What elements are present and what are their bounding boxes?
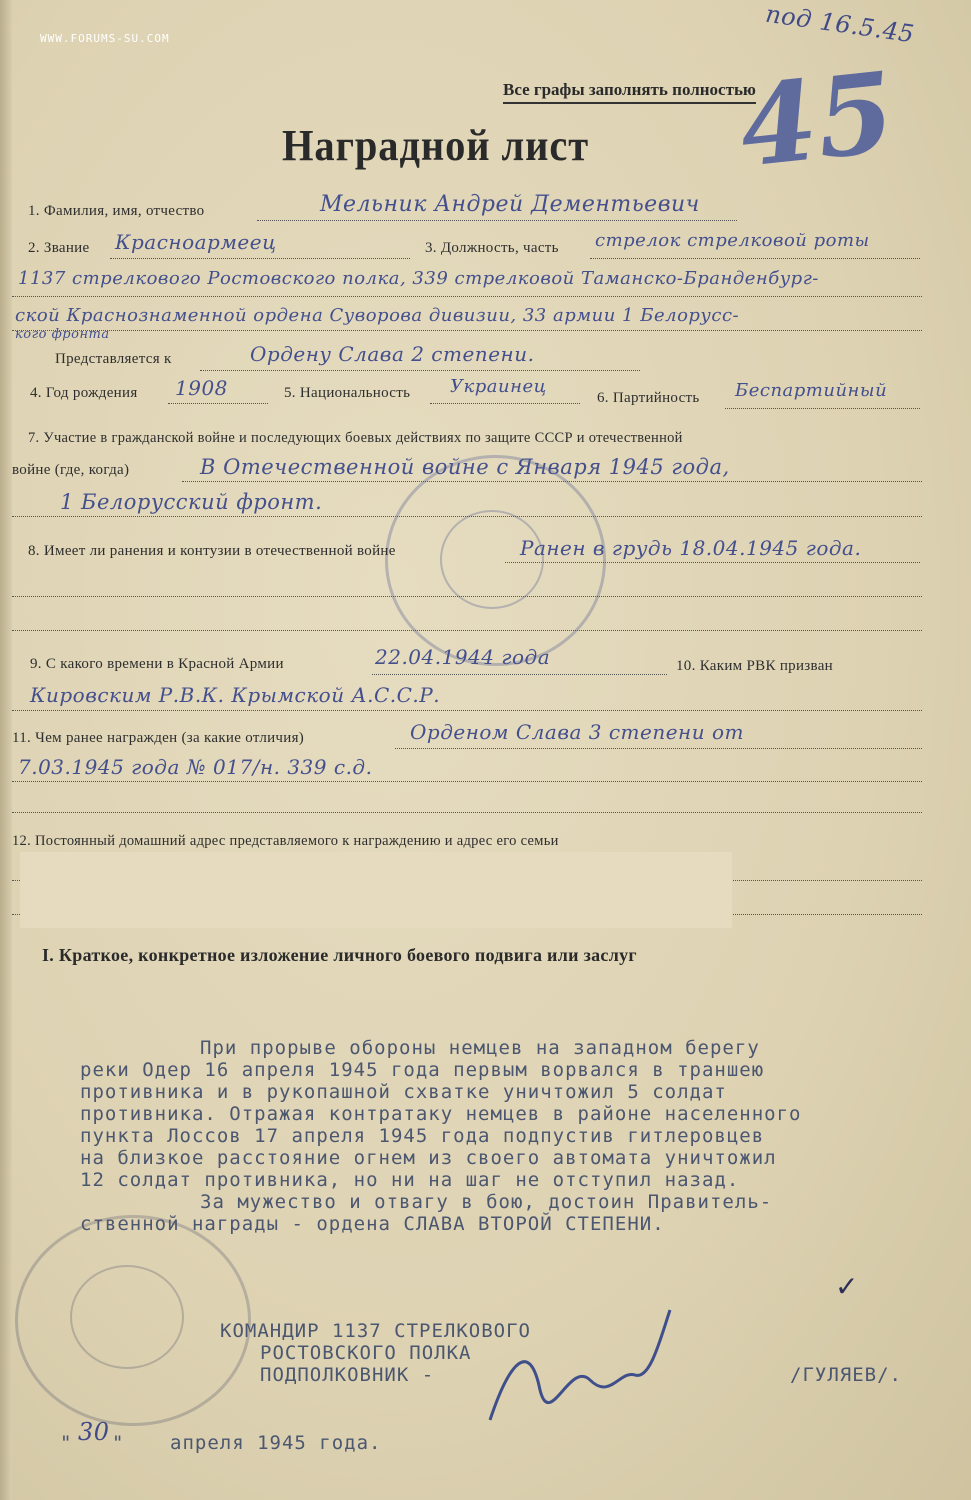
- field-8-label: 8. Имеет ли ранения и контузии в отечественной войне: [28, 543, 396, 559]
- field-9-line: [372, 674, 667, 675]
- date-day: 30: [78, 1418, 110, 1446]
- field-6-line: [725, 408, 920, 409]
- presented-value: Ордену Слава 2 степени.: [250, 342, 535, 366]
- field-6-label: 6. Партийность: [597, 390, 700, 406]
- commander-line-3: ПОДПОЛКОВНИК -: [260, 1364, 435, 1386]
- field-3-value-4: кого фронта: [15, 327, 110, 342]
- field-12-label: 12. Постоянный домашний адрес представляемого к награждению и адрес его семьи: [12, 833, 559, 849]
- field-3-line-3: [12, 330, 922, 331]
- narrative-line-9: ственной награды - ордена СЛАВА ВТОРОЙ СТЕПЕНИ.: [80, 1213, 665, 1235]
- commander-line-2: РОСТОВСКОГО ПОЛКА: [260, 1342, 472, 1364]
- field-7-label-2: войне (где, когда): [12, 462, 130, 478]
- redacted-address: [20, 852, 732, 928]
- page-fold: [0, 0, 12, 1500]
- field-8-line-2: [12, 596, 922, 597]
- field-5-label: 5. Национальность: [284, 385, 411, 401]
- narrative-line-2: реки Одер 16 апреля 1945 года первым ворвался в траншею: [80, 1059, 765, 1081]
- field-5-line: [430, 403, 580, 404]
- field-2-line: [110, 258, 410, 259]
- field-2-label: 2. Звание: [28, 240, 90, 256]
- narrative-line-8: За мужество и отвагу в бою, достоин Правитель-: [200, 1191, 773, 1213]
- commander-line-1: КОМАНДИР 1137 СТРЕЛКОВОГО: [220, 1320, 531, 1342]
- header-instruction: Все графы заполнять полностью: [503, 80, 756, 104]
- field-4-line: [168, 403, 268, 404]
- field-3-value-2: 1137 стрелкового Ростовского полка, 339 стрелковой Таманско-Бранденбург-: [18, 268, 819, 289]
- commander-name: /ГУЛЯЕВ/.: [790, 1364, 902, 1386]
- date-rest: апреля 1945 года.: [170, 1432, 382, 1454]
- field-11-line-3: [12, 812, 922, 813]
- section-heading: I. Краткое, конкретное изложение личного боевого подвига или заслуг: [42, 945, 637, 965]
- field-3-value-3: ской Краснознаменной ордена Суворова дивизии, 33 армии 1 Белорусс-: [15, 305, 740, 326]
- narrative-line-7: 12 солдат противника, но ни на шаг не отступил назад.: [80, 1169, 740, 1191]
- narrative-line-3: противника и в рукопашной схватке уничтожил 5 солдат: [80, 1081, 727, 1103]
- field-10-line: [12, 710, 922, 711]
- field-11-value-1: Орденом Слава 3 степени от: [410, 720, 744, 744]
- field-3-label: 3. Должность, часть: [425, 240, 559, 256]
- field-8-line-1: [505, 562, 920, 563]
- field-10-label: 10. Каким РВК призван: [676, 658, 833, 674]
- field-4-label: 4. Год рождения: [30, 385, 138, 401]
- page-title: Наградной лист: [282, 121, 590, 170]
- narrative-line-5: пункта Лоссов 17 апреля 1945 года подпустив гитлеровцев: [80, 1125, 765, 1147]
- field-9-label: 9. С какого времени в Красной Армии: [30, 656, 284, 672]
- field-11-label: 11. Чем ранее награжден (за какие отличия): [12, 730, 305, 746]
- date-quote-close: ": [112, 1432, 125, 1454]
- field-3-line-2: [12, 296, 922, 297]
- field-4-value: 1908: [175, 376, 228, 400]
- field-9-value: 22.04.1944 года: [375, 645, 551, 669]
- check-mark-icon: ✓: [835, 1270, 859, 1303]
- narrative-line-6: на близкое расстояние огнем из своего автомата уничтожил: [80, 1147, 777, 1169]
- field-7-value-1: В Отечественной войне с Января 1945 года,: [200, 455, 730, 479]
- field-7-label-1: 7. Участие в гражданской войне и последующих боевых действиях по защите СССР и отечественной: [28, 430, 683, 446]
- presented-label: Представляется к: [55, 351, 172, 367]
- regiment-stamp-emblem: [70, 1265, 184, 1369]
- field-3-line: [590, 258, 920, 259]
- corner-note: под 16.5.45: [763, 0, 917, 49]
- field-10-value: Кировским Р.В.К. Крымской А.С.С.Р.: [30, 683, 441, 707]
- field-11-line-1: [395, 748, 922, 749]
- field-7-value-2: 1 Белорусский фронт.: [60, 490, 323, 514]
- narrative-line-1: При прорыве обороны немцев на западном берегу: [200, 1037, 760, 1059]
- field-8-value: Ранен в грудь 18.04.1945 года.: [520, 536, 862, 560]
- presented-line: [200, 370, 640, 371]
- field-11-value-2: 7.03.1945 года № 017/н. 339 с.д.: [18, 755, 373, 779]
- field-3-value-1: стрелок стрелковой роты: [595, 230, 870, 251]
- field-2-value: Красноармеец: [115, 230, 277, 254]
- field-1-value: Мельник Андрей Дементьевич: [320, 192, 700, 217]
- field-1-line: [257, 220, 737, 221]
- field-5-value: Украинец: [450, 376, 547, 397]
- big-handwritten-mark: 45: [733, 47, 901, 192]
- watermark: WWW.FORUMS-SU.COM: [40, 32, 170, 45]
- narrative-line-4: противника. Отражая контратаку немцев в районе населенного: [80, 1103, 802, 1125]
- field-8-line-3: [12, 630, 922, 631]
- date-quote-open: ": [60, 1432, 73, 1454]
- field-11-line-2: [12, 781, 922, 782]
- field-6-value: Беспартийный: [735, 380, 888, 401]
- field-1-label: 1. Фамилия, имя, отчество: [28, 203, 205, 219]
- commander-signature: [460, 1300, 680, 1450]
